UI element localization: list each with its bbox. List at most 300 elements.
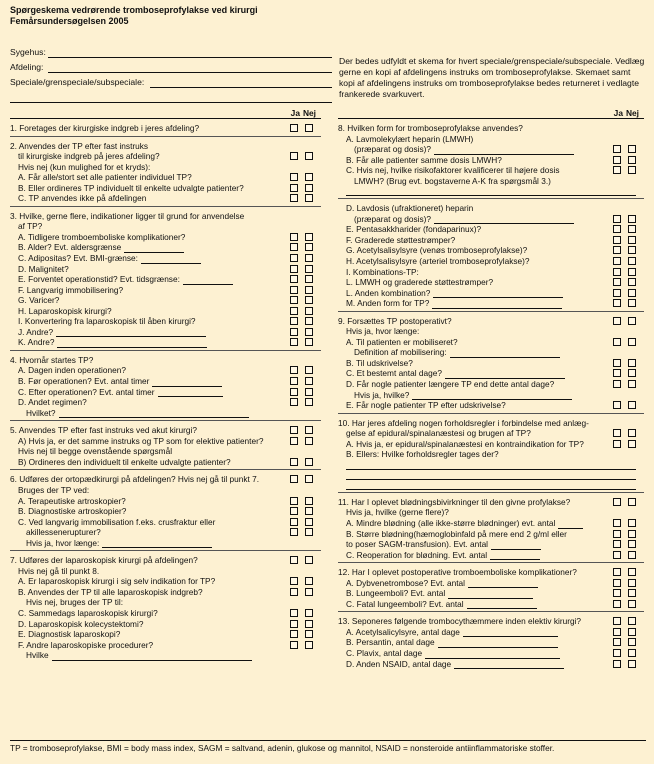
- yes-checkbox[interactable]: [290, 338, 298, 346]
- answer-blank[interactable]: [491, 542, 541, 550]
- question-text: til kirurgiske indgreb på jeres afdeling?: [18, 151, 160, 162]
- question-text: C. Hvis nej, hvilke risikofaktorer kvalificerer til højere dosis: [346, 165, 560, 176]
- question-row: [338, 529, 644, 540]
- question-text: 12. Har I oplevet postoperative tromboemboliske komplikationer?: [338, 567, 577, 578]
- question-row: [338, 245, 644, 256]
- no-checkbox[interactable]: [305, 328, 313, 336]
- yes-checkbox[interactable]: [613, 440, 621, 448]
- yes-checkbox[interactable]: [290, 233, 298, 241]
- question-row: [338, 123, 644, 134]
- question-text: A. Dybvenetrombose? Evt. antal: [346, 577, 465, 588]
- question-text: Hvis ja, hvilke (gerne flere)?: [346, 507, 449, 518]
- no-checkbox[interactable]: [305, 152, 313, 160]
- no-checkbox[interactable]: [628, 156, 636, 164]
- hospital-label: Sygehus:: [10, 47, 46, 57]
- yes-checkbox[interactable]: [290, 286, 298, 294]
- question-row: [10, 436, 321, 447]
- question-row: [10, 355, 321, 366]
- question-text: Hvis ja, hvor længe:: [26, 537, 100, 548]
- yes-checkbox[interactable]: [290, 388, 298, 396]
- yes-checkbox[interactable]: [613, 278, 621, 286]
- no-checkbox[interactable]: [305, 184, 313, 192]
- question-row: [10, 408, 321, 419]
- no-checkbox[interactable]: [628, 579, 636, 587]
- no-checkbox[interactable]: [628, 600, 636, 608]
- yes-checkbox[interactable]: [613, 628, 621, 636]
- question-text: B. Ellers: Hvilke forholdsregler tages der?: [346, 449, 499, 460]
- no-checkbox[interactable]: [305, 243, 313, 251]
- answer-blank[interactable]: [454, 661, 564, 669]
- no-checkbox[interactable]: [628, 649, 636, 657]
- yes-checkbox[interactable]: [290, 317, 298, 325]
- yes-checkbox[interactable]: [290, 296, 298, 304]
- no-checkbox[interactable]: [305, 630, 313, 638]
- yes-checkbox[interactable]: [613, 299, 621, 307]
- question-row: [338, 518, 644, 529]
- no-checkbox[interactable]: [628, 638, 636, 646]
- no-checkbox[interactable]: [305, 286, 313, 294]
- yes-checkbox[interactable]: [290, 507, 298, 515]
- yes-checkbox[interactable]: [290, 265, 298, 273]
- question-row: [10, 242, 321, 253]
- question-row: [10, 457, 321, 468]
- answer-blank[interactable]: [141, 256, 201, 264]
- question-text: C. Efter operationen? Evt. antal timer: [18, 386, 155, 397]
- yes-checkbox[interactable]: [290, 556, 298, 564]
- question-text: C. Et bestemt antal dage?: [346, 368, 442, 379]
- question-row: [10, 123, 321, 134]
- yes-checkbox[interactable]: [613, 660, 621, 668]
- question-row: [338, 627, 644, 638]
- yes-checkbox[interactable]: [613, 617, 621, 625]
- question-row: [338, 224, 644, 235]
- question-text: I. Konvertering fra laparoskopisk til åben kirurgi?: [18, 316, 196, 327]
- question-text: B. Større blødning(hæmoglobinfald på mere end 2 g/ml eller: [346, 528, 567, 539]
- question-row: [10, 608, 321, 619]
- no-checkbox[interactable]: [305, 388, 313, 396]
- question-row: [10, 387, 321, 398]
- question-row: [10, 425, 321, 436]
- no-checkbox[interactable]: [628, 429, 636, 437]
- no-checkbox[interactable]: [305, 296, 313, 304]
- question-row: [338, 316, 644, 327]
- no-checkbox[interactable]: [305, 366, 313, 374]
- question-text: 8. Hvilken form for tromboseprofylakse anvendes?: [338, 123, 523, 133]
- question-text: C. Plavix, antal dage: [346, 647, 423, 658]
- no-checkbox[interactable]: [628, 236, 636, 244]
- question-text: E. Pentasakkharider (fondaparinux)?: [346, 224, 482, 235]
- no-checkbox[interactable]: [305, 518, 313, 526]
- answer-line[interactable]: [346, 470, 636, 480]
- no-checkbox[interactable]: [628, 317, 636, 325]
- question-row: [338, 550, 644, 561]
- no-checkbox[interactable]: [305, 307, 313, 315]
- right-question-section: [338, 311, 644, 413]
- question-text: Hvis nej, bruges der TP til:: [26, 597, 123, 608]
- yes-checkbox[interactable]: [290, 124, 298, 132]
- question-row: [338, 288, 644, 299]
- yes-checkbox[interactable]: [613, 246, 621, 254]
- no-checkbox[interactable]: [628, 338, 636, 346]
- question-text: A. Acetylsalicylsyre, antal dage: [346, 626, 460, 637]
- question-row: [338, 637, 644, 648]
- left-question-section: [10, 350, 321, 420]
- question-row: [10, 640, 321, 651]
- yes-checkbox[interactable]: [613, 589, 621, 597]
- question-row: [10, 285, 321, 296]
- answer-blank[interactable]: [412, 392, 572, 400]
- question-row: [338, 616, 644, 627]
- no-checkbox[interactable]: [305, 265, 313, 273]
- no-checkbox[interactable]: [305, 377, 313, 385]
- yes-checkbox[interactable]: [613, 215, 621, 223]
- question-row: [10, 650, 321, 661]
- question-row: [10, 517, 321, 528]
- question-row: [10, 365, 321, 376]
- question-text: D. Malignitet?: [18, 263, 69, 274]
- question-row: [338, 578, 644, 589]
- yes-checkbox[interactable]: [290, 518, 298, 526]
- yes-checkbox[interactable]: [613, 166, 621, 174]
- no-checkbox[interactable]: [305, 338, 313, 346]
- yes-checkbox[interactable]: [290, 641, 298, 649]
- no-checkbox[interactable]: [628, 380, 636, 388]
- question-row: [10, 253, 321, 264]
- yes-checkbox[interactable]: [613, 401, 621, 409]
- no-checkbox[interactable]: [305, 620, 313, 628]
- yes-checkbox[interactable]: [613, 649, 621, 657]
- no-checkbox[interactable]: [628, 589, 636, 597]
- yes-checkbox[interactable]: [290, 426, 298, 434]
- answer-blank[interactable]: [158, 389, 223, 397]
- yes-checkbox[interactable]: [613, 145, 621, 153]
- no-checkbox[interactable]: [305, 194, 313, 202]
- yes-checkbox[interactable]: [290, 497, 298, 505]
- answer-line[interactable]: [346, 460, 636, 470]
- question-text: B. Anvendes der TP til alle laparoskopisk indgreb?: [18, 586, 203, 597]
- right-question-section: [338, 562, 644, 611]
- question-row: [10, 619, 321, 630]
- no-checkbox[interactable]: [305, 233, 313, 241]
- answer-blank[interactable]: [56, 329, 206, 337]
- answer-blank[interactable]: [102, 540, 212, 548]
- no-checkbox[interactable]: [628, 278, 636, 286]
- right-question-section: [338, 413, 644, 492]
- yes-checkbox[interactable]: [613, 338, 621, 346]
- question-row: [10, 576, 321, 587]
- no-checkbox[interactable]: [628, 540, 636, 548]
- yes-checkbox[interactable]: [290, 254, 298, 262]
- yes-checkbox[interactable]: [290, 366, 298, 374]
- yes-checkbox[interactable]: [613, 498, 621, 506]
- question-text: K. Andre?: [18, 337, 55, 348]
- answer-blank[interactable]: [468, 580, 538, 588]
- no-checkbox[interactable]: [305, 398, 313, 406]
- no-checkbox[interactable]: [628, 628, 636, 636]
- question-row: [10, 327, 321, 338]
- no-checkbox[interactable]: [628, 660, 636, 668]
- no-checkbox[interactable]: [305, 275, 313, 283]
- yes-checkbox[interactable]: [290, 328, 298, 336]
- yes-checkbox[interactable]: [613, 540, 621, 548]
- no-checkbox[interactable]: [628, 145, 636, 153]
- yes-checkbox[interactable]: [290, 194, 298, 202]
- no-checkbox[interactable]: [305, 609, 313, 617]
- no-checkbox[interactable]: [305, 317, 313, 325]
- answer-blank[interactable]: [59, 410, 249, 418]
- yes-checkbox[interactable]: [613, 236, 621, 244]
- yes-checkbox[interactable]: [613, 225, 621, 233]
- no-checkbox[interactable]: [305, 458, 313, 466]
- question-text: B. Lungeemboli? Evt. antal: [346, 588, 446, 599]
- question-text: B. Persantin, antal dage: [346, 637, 435, 648]
- yes-checkbox[interactable]: [290, 275, 298, 283]
- answer-blank[interactable]: [432, 301, 562, 309]
- no-checkbox[interactable]: [628, 498, 636, 506]
- yes-checkbox[interactable]: [290, 437, 298, 445]
- no-checkbox[interactable]: [305, 588, 313, 596]
- specialty-extra-line[interactable]: [10, 92, 332, 103]
- yes-checkbox[interactable]: [290, 609, 298, 617]
- no-checkbox[interactable]: [628, 530, 636, 538]
- question-text: D. Får nogle patienter længere TP end dette antal dage?: [346, 379, 555, 390]
- yes-checkbox[interactable]: [290, 377, 298, 385]
- question-text: D. Andet regimen?: [18, 397, 87, 408]
- question-row: [10, 151, 321, 162]
- specialty-field[interactable]: [10, 77, 332, 88]
- question-text: C. Adipositas? Evt. BMI-grænse:: [18, 253, 138, 264]
- yes-checkbox[interactable]: [290, 528, 298, 536]
- yes-checkbox[interactable]: [290, 152, 298, 160]
- no-checkbox[interactable]: [628, 215, 636, 223]
- no-checkbox[interactable]: [628, 440, 636, 448]
- yes-checkbox[interactable]: [613, 579, 621, 587]
- question-text: A. Får alle/stort set alle patienter individuel TP?: [18, 172, 192, 183]
- answer-blank[interactable]: [183, 277, 233, 285]
- left-question-section: [10, 136, 321, 206]
- question-row: [338, 588, 644, 599]
- question-row: [338, 539, 644, 550]
- question-text: 13. Seponeres følgende trombocythæmmere inden elektiv kirurgi?: [338, 616, 582, 627]
- no-checkbox[interactable]: [305, 437, 313, 445]
- question-row: [338, 298, 644, 309]
- no-header: Nej: [625, 108, 639, 118]
- no-header: Nej: [302, 108, 316, 118]
- yes-checkbox[interactable]: [290, 398, 298, 406]
- question-row: [338, 165, 644, 176]
- footnote: TP = tromboseprofylakse, BMI = body mass index, SAGM = saltvand, adenin, glukose og mannitol, NSAID = nonsteroide antiinflammatoriske stoffer.: [10, 740, 646, 754]
- no-checkbox[interactable]: [305, 426, 313, 434]
- answer-blank[interactable]: [438, 640, 558, 648]
- answer-blank[interactable]: [463, 629, 558, 637]
- question-row: [10, 597, 321, 608]
- question-text: H. Laparoskopisk kirurgi?: [18, 305, 112, 316]
- question-text: G. Varicer?: [18, 295, 60, 306]
- question-row: [338, 144, 644, 155]
- left-question-section: [10, 206, 321, 350]
- yes-checkbox[interactable]: [290, 184, 298, 192]
- question-text: F. Graderede støttestrømper?: [346, 234, 456, 245]
- answer-blank[interactable]: [445, 371, 565, 379]
- answer-blank[interactable]: [558, 521, 583, 529]
- yes-checkbox[interactable]: [613, 268, 621, 276]
- no-checkbox[interactable]: [305, 641, 313, 649]
- yes-checkbox[interactable]: [613, 551, 621, 559]
- answer-blank[interactable]: [448, 591, 533, 599]
- yes-checkbox[interactable]: [613, 568, 621, 576]
- answer-blank[interactable]: [425, 651, 560, 659]
- yes-checkbox[interactable]: [613, 380, 621, 388]
- yes-checkbox[interactable]: [290, 307, 298, 315]
- question-text: F. Andre laparoskopiske procedurer?: [18, 639, 154, 650]
- no-checkbox[interactable]: [305, 173, 313, 181]
- question-text: 6. Udføres der ortopædkirurgi på afdelingen? Hvis nej gå til punkt 7.: [10, 474, 260, 485]
- question-row: [338, 176, 644, 187]
- yes-checkbox[interactable]: [613, 429, 621, 437]
- no-checkbox[interactable]: [628, 225, 636, 233]
- question-row: [10, 538, 321, 549]
- answer-blank[interactable]: [152, 379, 222, 387]
- question-row: [338, 235, 644, 246]
- left-question-section: [10, 420, 321, 469]
- no-checkbox[interactable]: [305, 528, 313, 536]
- no-checkbox[interactable]: [628, 369, 636, 377]
- question-text: C. Ved langvarig immobilisation f.eks. crusfraktur eller: [18, 516, 216, 527]
- question-text: B. Får alle patienter samme dosis LMWH?: [346, 154, 502, 165]
- department-label: Afdeling:: [10, 62, 44, 72]
- no-checkbox[interactable]: [628, 617, 636, 625]
- answer-blank[interactable]: [434, 147, 574, 155]
- question-row: [10, 193, 321, 204]
- question-text: A) Hvis ja, er det samme instruks og TP som for elektive patienter?: [18, 435, 264, 446]
- answer-blank[interactable]: [467, 601, 537, 609]
- no-checkbox[interactable]: [305, 124, 313, 132]
- question-text: af TP?: [18, 221, 43, 232]
- question-text: M. Anden form for TP?: [346, 298, 430, 309]
- no-checkbox[interactable]: [628, 299, 636, 307]
- question-row: [10, 474, 321, 485]
- no-checkbox[interactable]: [628, 359, 636, 367]
- no-checkbox[interactable]: [628, 551, 636, 559]
- question-text: G. Acetylsalisylsyre (venøs tromboseprofylakse)?: [346, 245, 528, 256]
- question-row: [10, 274, 321, 285]
- no-checkbox[interactable]: [305, 254, 313, 262]
- question-row: [10, 397, 321, 408]
- question-row: [10, 446, 321, 457]
- department-field[interactable]: [10, 62, 332, 73]
- yes-checkbox[interactable]: [290, 630, 298, 638]
- question-text: C. Reoperation for blødning. Evt. antal: [346, 549, 488, 560]
- question-text: 1. Foretages der kirurgiske indgreb i jeres afdeling?: [10, 123, 200, 133]
- question-row: [338, 155, 644, 166]
- question-text: 9. Forsættes TP postoperativt?: [338, 315, 452, 326]
- no-checkbox[interactable]: [305, 577, 313, 585]
- yes-checkbox[interactable]: [613, 257, 621, 265]
- question-row: [10, 211, 321, 222]
- question-text: LMWH? (Brug evt. bogstaverne A-K fra spørgsmål 3.): [354, 175, 551, 186]
- question-row: [338, 337, 644, 348]
- answer-line[interactable]: [346, 186, 636, 196]
- yes-checkbox[interactable]: [613, 530, 621, 538]
- answer-blank[interactable]: [433, 290, 563, 298]
- question-text: A. Lavmolekylært heparin (LMWH): [346, 133, 474, 144]
- question-text: B. Før operationen? Evt. antal timer: [18, 376, 150, 387]
- question-row: [338, 358, 644, 369]
- no-checkbox[interactable]: [305, 556, 313, 564]
- answer-line[interactable]: [346, 480, 636, 490]
- no-checkbox[interactable]: [305, 475, 313, 483]
- question-row: [338, 567, 644, 578]
- no-checkbox[interactable]: [628, 401, 636, 409]
- question-row: [10, 587, 321, 598]
- form-title: [10, 5, 258, 27]
- yes-checkbox[interactable]: [290, 458, 298, 466]
- yes-checkbox[interactable]: [290, 173, 298, 181]
- yes-checkbox[interactable]: [613, 369, 621, 377]
- question-row: [338, 134, 644, 145]
- answer-blank[interactable]: [57, 340, 207, 348]
- no-checkbox[interactable]: [628, 568, 636, 576]
- yes-checkbox[interactable]: [290, 243, 298, 251]
- answer-blank[interactable]: [124, 245, 184, 253]
- yes-checkbox[interactable]: [613, 519, 621, 527]
- question-row: [10, 376, 321, 387]
- yes-checkbox[interactable]: [290, 620, 298, 628]
- answer-blank[interactable]: [450, 350, 560, 358]
- question-text: A. Mindre blødning (alle ikke-større blødninger) evt. antal: [346, 517, 556, 528]
- answer-blank[interactable]: [490, 552, 540, 560]
- yes-checkbox[interactable]: [613, 317, 621, 325]
- question-row: [338, 497, 644, 508]
- question-row: [338, 599, 644, 610]
- no-checkbox[interactable]: [628, 289, 636, 297]
- question-row: [10, 221, 321, 232]
- no-checkbox[interactable]: [305, 497, 313, 505]
- yes-checkbox[interactable]: [613, 638, 621, 646]
- yes-checkbox[interactable]: [613, 289, 621, 297]
- hospital-field[interactable]: [10, 47, 332, 58]
- answer-blank[interactable]: [434, 216, 574, 224]
- yes-checkbox[interactable]: [613, 156, 621, 164]
- yes-checkbox[interactable]: [613, 600, 621, 608]
- question-text: D. Lavdosis (ufraktioneret) heparin: [346, 203, 474, 214]
- no-checkbox[interactable]: [628, 519, 636, 527]
- question-row: [338, 368, 644, 379]
- no-checkbox[interactable]: [628, 257, 636, 265]
- question-row: [10, 555, 321, 566]
- question-row: [10, 306, 321, 317]
- question-row: [10, 316, 321, 327]
- yes-checkbox[interactable]: [290, 577, 298, 585]
- question-text: 10. Har jeres afdeling nogen forholdsregler i forbindelse med anlæg-: [338, 417, 589, 428]
- answer-blank[interactable]: [52, 653, 252, 661]
- no-checkbox[interactable]: [628, 166, 636, 174]
- yes-checkbox[interactable]: [290, 588, 298, 596]
- no-checkbox[interactable]: [628, 268, 636, 276]
- yes-checkbox[interactable]: [613, 359, 621, 367]
- no-checkbox[interactable]: [628, 246, 636, 254]
- question-text: 5. Anvendes TP efter fast instruks ved akut kirurgi?: [10, 425, 197, 436]
- question-row: [338, 418, 644, 429]
- question-text: to poser SAGM-transfusion). Evt. antal: [346, 539, 489, 550]
- yes-checkbox[interactable]: [290, 475, 298, 483]
- left-question-section: [10, 550, 321, 662]
- question-row: [338, 507, 644, 518]
- question-row: [338, 428, 644, 439]
- question-text: E. Får nogle patienter TP efter udskrivelse?: [346, 400, 506, 411]
- no-checkbox[interactable]: [305, 507, 313, 515]
- question-row: [10, 232, 321, 243]
